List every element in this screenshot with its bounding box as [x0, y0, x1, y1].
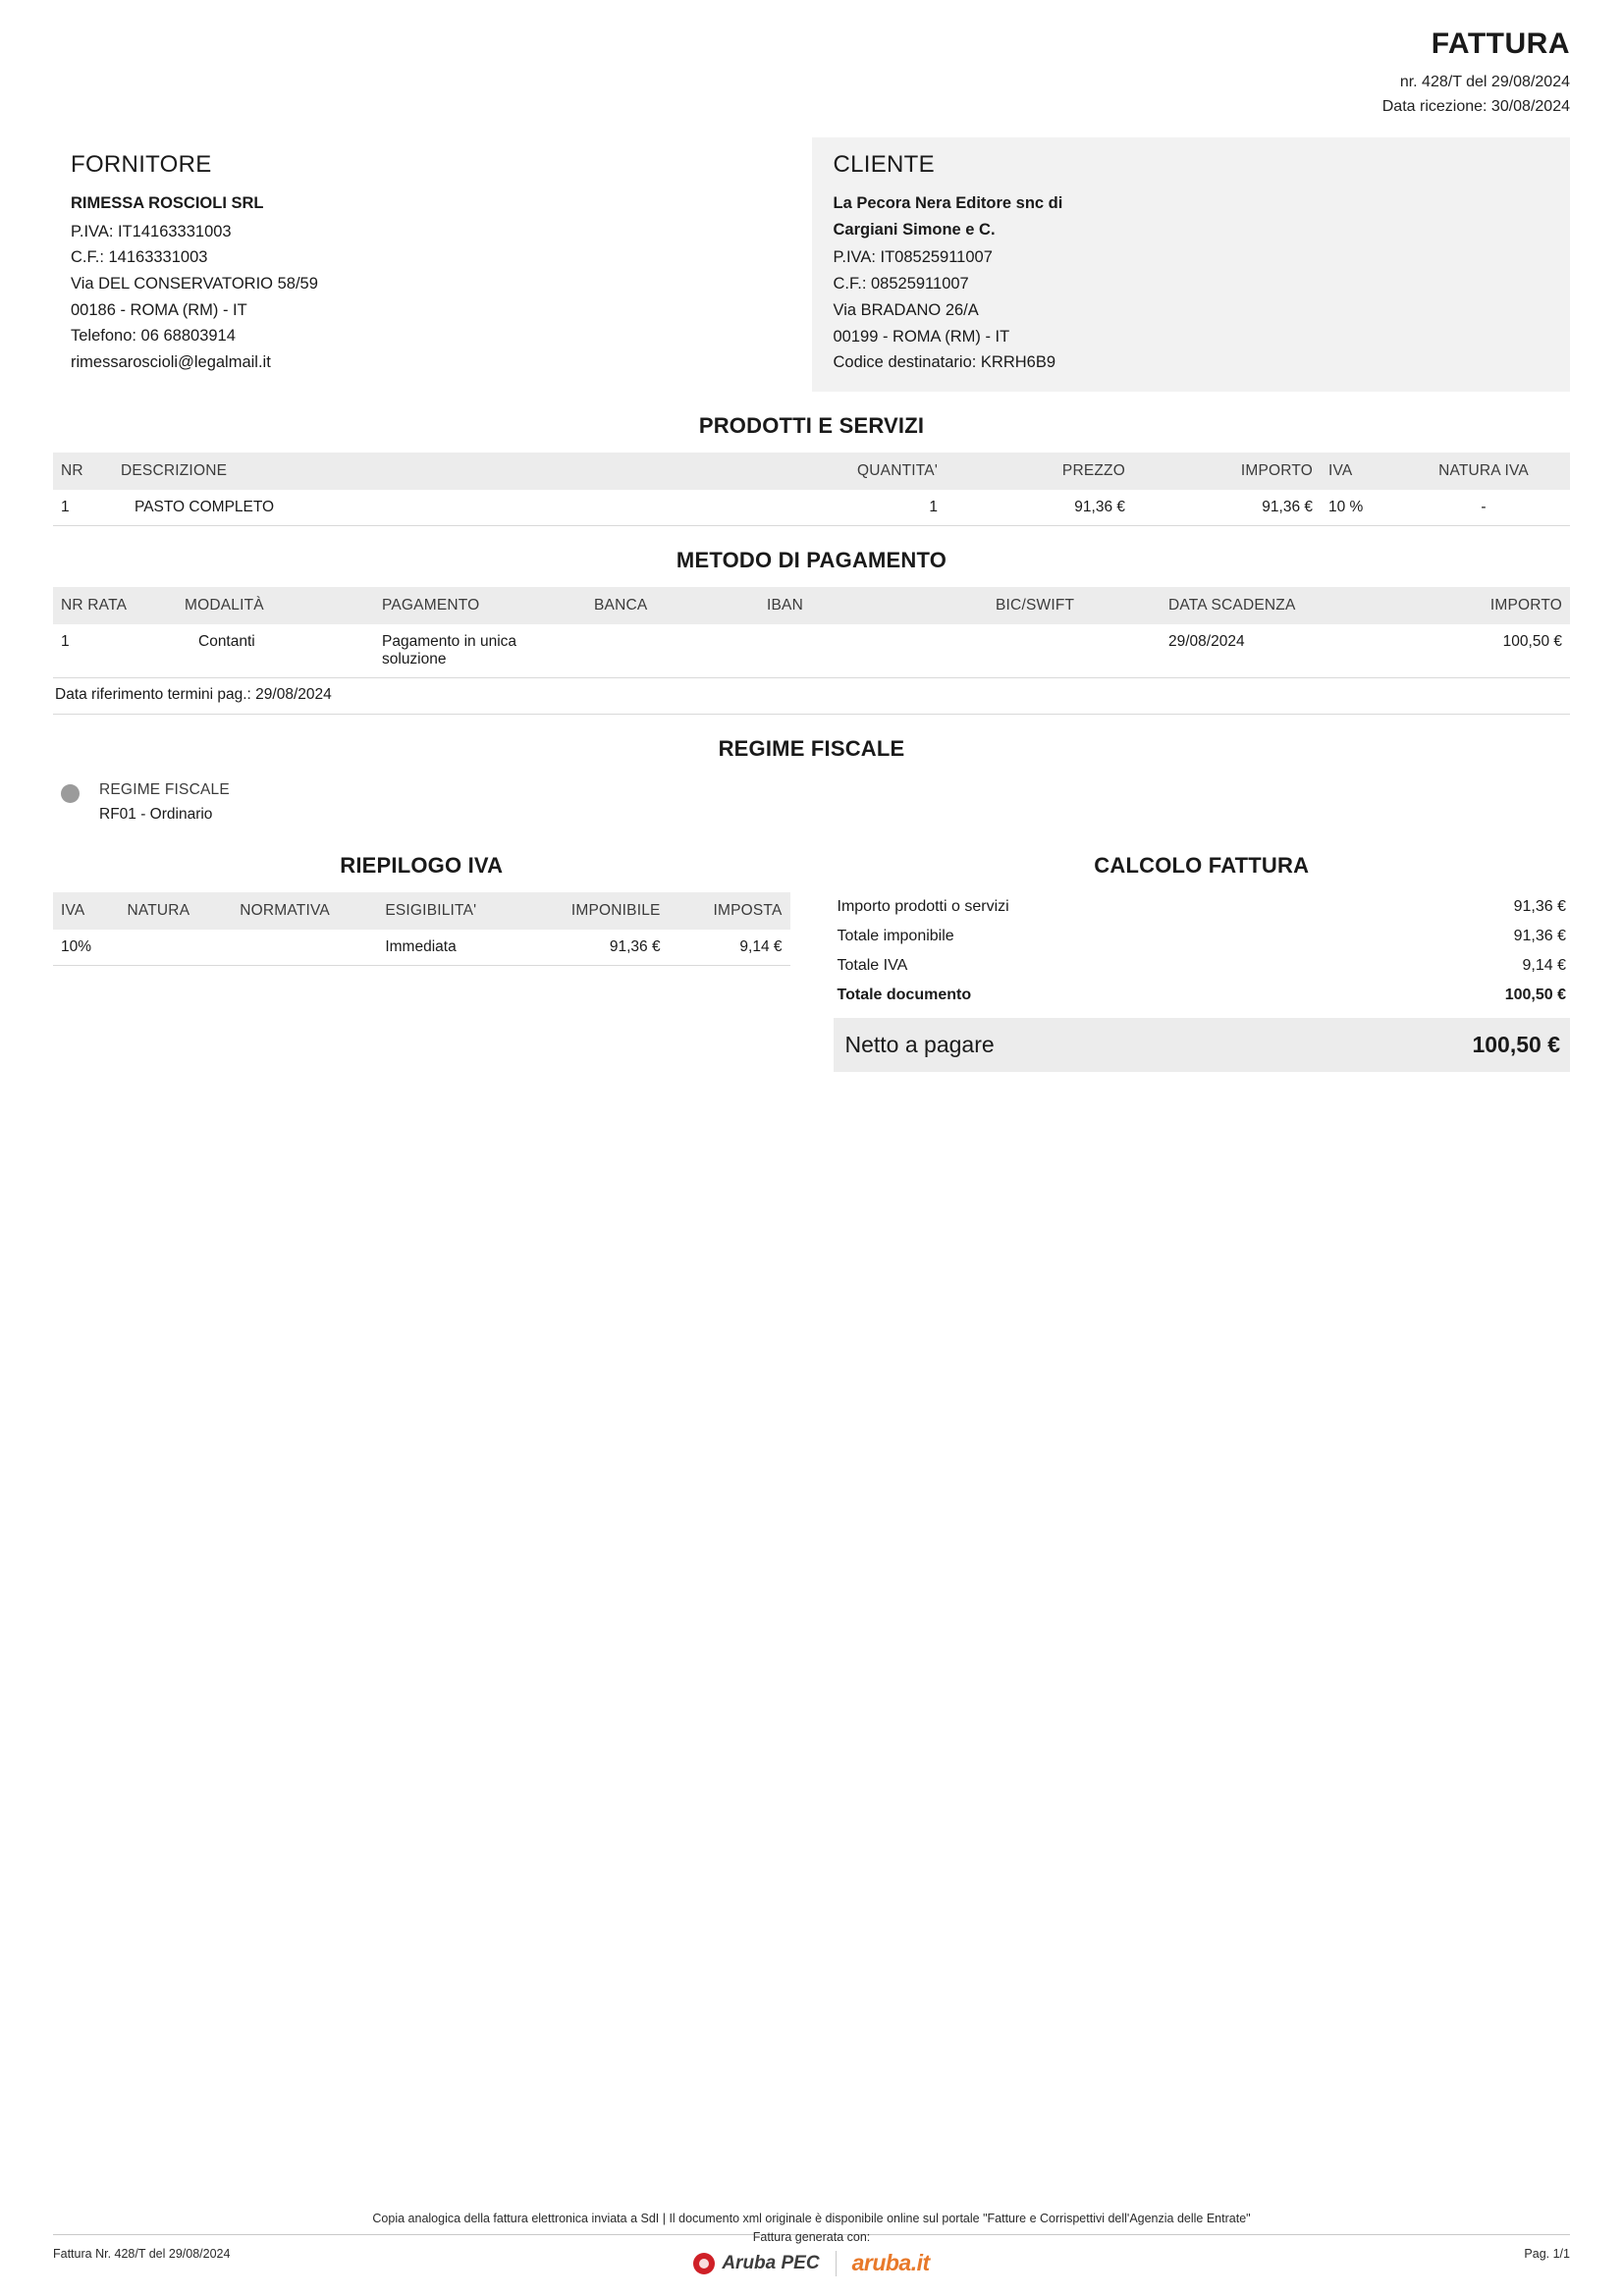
totals-label: Totale IVA	[837, 957, 908, 975]
col-banca: BANCA	[586, 587, 759, 624]
supplier-city: 00186 - ROMA (RM) - IT	[71, 300, 247, 319]
footer-generated-with: Fattura generata con:	[752, 2230, 871, 2245]
aruba-it-logo: aruba.it	[851, 2250, 930, 2276]
col-importo: IMPORTO	[1133, 453, 1321, 490]
payment-scadenza: 29/08/2024	[1161, 624, 1407, 678]
vat-summary-title: RIEPILOGO IVA	[340, 853, 504, 879]
vat-iva: 10%	[53, 930, 119, 966]
payment-table-header-row	[53, 587, 1570, 624]
payment-section-title: METODO DI PAGAMENTO	[676, 548, 947, 573]
supplier-address: Via DEL CONSERVATORIO 58/59	[71, 274, 318, 293]
vat-normativa	[232, 930, 377, 966]
totals-value: 91,36 €	[1513, 898, 1566, 916]
parties-section	[53, 137, 1570, 392]
vat-natura	[119, 930, 232, 966]
payment-nr-rata: 1	[53, 624, 177, 678]
customer-name-line2: Cargiani Simone e C.	[833, 220, 996, 239]
product-nr: 1	[53, 490, 113, 526]
totals-value: 100,50 €	[1504, 987, 1566, 1004]
col-descrizione: DESCRIZIONE	[113, 453, 743, 490]
supplier-name: RIMESSA ROSCIOLI SRL	[71, 193, 264, 212]
payment-table	[53, 587, 1570, 678]
footer-note: Copia analogica della fattura elettronica inviata a SdI | Il documento xml originale è disponibile online sul portale "Fatture e Corrispettivi dell'Agenzia delle Entrate"	[53, 2212, 1570, 2235]
customer-recipient-code: Codice destinatario: KRRH6B9	[833, 353, 1056, 372]
col-iva: IVA	[1321, 453, 1397, 490]
payment-banca	[586, 624, 759, 678]
footer-logos	[693, 2250, 929, 2276]
col-nr-rata: NR RATA	[53, 587, 177, 624]
totals-row	[834, 981, 1571, 1010]
net-to-pay-label: Netto a pagare	[844, 1032, 995, 1058]
customer-cf: C.F.: 08525911007	[833, 275, 969, 294]
footer-left-text: Fattura Nr. 428/T del 29/08/2024	[53, 2247, 231, 2261]
supplier-email: rimessaroscioli@legalmail.it	[71, 353, 271, 372]
customer-name-line1: La Pecora Nera Editore snc di	[833, 193, 1063, 212]
products-table	[53, 453, 1570, 526]
product-importo: 91,36 €	[1133, 490, 1321, 526]
summary-section	[53, 839, 1570, 1072]
footer-bar	[53, 2230, 1570, 2276]
totals-block	[812, 839, 1571, 1072]
col-vat-imposta: IMPOSTA	[669, 892, 790, 930]
product-prezzo: 91,36 €	[946, 490, 1133, 526]
customer-heading: CLIENTE	[833, 150, 935, 178]
col-vat-imponibile: IMPONIBILE	[527, 892, 669, 930]
table-row	[53, 624, 1570, 678]
totals-label: Importo prodotti o servizi	[837, 898, 1009, 916]
table-row	[53, 490, 1570, 526]
payment-bic	[988, 624, 1161, 678]
table-row	[53, 930, 790, 966]
totals-value: 91,36 €	[1513, 928, 1566, 945]
col-vat-normativa: NORMATIVA	[232, 892, 377, 930]
col-data-scadenza: DATA SCADENZA	[1161, 587, 1407, 624]
seal-icon	[693, 2253, 715, 2274]
regime-label: REGIME FISCALE	[99, 781, 230, 799]
col-modalita: MODALITÀ	[177, 587, 374, 624]
customer-address: Via BRADANO 26/A	[833, 300, 979, 319]
product-iva: 10 %	[1321, 490, 1397, 526]
bullet-dot-icon	[61, 784, 80, 803]
product-natura-iva: -	[1397, 490, 1570, 526]
payment-pagamento: Pagamento in unica soluzione	[374, 624, 586, 678]
totals-label: Totale imponibile	[837, 928, 954, 945]
net-to-pay	[834, 1018, 1571, 1072]
product-quantita: 1	[743, 490, 946, 526]
col-nr: NR	[53, 453, 113, 490]
supplier-heading: FORNITORE	[71, 150, 212, 178]
col-vat-iva: IVA	[53, 892, 119, 930]
vat-esigibilita: Immediata	[377, 930, 526, 966]
totals-row	[834, 951, 1571, 981]
totals-row	[834, 922, 1571, 951]
logo-divider	[836, 2251, 837, 2276]
vat-summary-table	[53, 892, 790, 966]
footer-center	[53, 2230, 1570, 2277]
invoice-reception-date: Data ricezione: 30/08/2024	[1381, 97, 1570, 115]
vat-imponibile: 91,36 €	[527, 930, 669, 966]
col-vat-esigibilita: ESIGIBILITA'	[377, 892, 526, 930]
customer-block	[812, 137, 1571, 392]
payment-terms-note: Data riferimento termini pag.: 29/08/2024	[53, 678, 1570, 715]
customer-piva: P.IVA: IT08525911007	[833, 248, 993, 267]
vat-imposta: 9,14 €	[669, 930, 790, 966]
supplier-phone: Telefono: 06 68803914	[71, 327, 236, 346]
customer-city: 00199 - ROMA (RM) - IT	[833, 327, 1010, 346]
supplier-piva: P.IVA: IT14163331003	[71, 222, 232, 240]
payment-modalita: Contanti	[177, 624, 374, 678]
col-iban: IBAN	[759, 587, 988, 624]
vat-table-header-row	[53, 892, 790, 930]
vat-summary-block	[53, 839, 812, 1072]
regime-row	[53, 775, 1570, 829]
page-title: FATTURA	[1431, 27, 1570, 60]
col-prezzo: PREZZO	[946, 453, 1133, 490]
footer-page-number: Pag. 1/1	[1524, 2247, 1570, 2261]
col-vat-natura: NATURA	[119, 892, 232, 930]
totals-value: 9,14 €	[1522, 957, 1566, 975]
net-to-pay-value: 100,50 €	[1472, 1032, 1560, 1058]
col-bic-swift: BIC/SWIFT	[988, 587, 1161, 624]
aruba-pec-label: Aruba PEC	[722, 2252, 820, 2273]
products-table-header-row	[53, 453, 1570, 490]
totals-title: CALCOLO FATTURA	[1094, 853, 1310, 879]
supplier-cf: C.F.: 14163331003	[71, 248, 208, 267]
col-natura-iva: NATURA IVA	[1397, 453, 1570, 490]
totals-table	[834, 892, 1571, 1010]
regime-section-title: REGIME FISCALE	[718, 736, 905, 762]
col-pagamento: PAGAMENTO	[374, 587, 586, 624]
col-quantita: QUANTITA'	[743, 453, 946, 490]
invoice-number: nr. 428/T del 29/08/2024	[1399, 74, 1570, 90]
aruba-pec-logo	[693, 2253, 819, 2274]
regime-value: RF01 - Ordinario	[99, 806, 213, 824]
payment-iban	[759, 624, 988, 678]
document-header	[53, 27, 1570, 120]
products-section-title: PRODOTTI E SERVIZI	[698, 413, 925, 439]
totals-label: Totale documento	[837, 987, 972, 1004]
supplier-block	[53, 137, 812, 392]
totals-row	[834, 892, 1571, 922]
payment-importo: 100,50 €	[1407, 624, 1570, 678]
page-footer	[53, 2212, 1570, 2276]
col-importo-rata: IMPORTO	[1407, 587, 1570, 624]
product-descrizione: PASTO COMPLETO	[113, 490, 743, 526]
